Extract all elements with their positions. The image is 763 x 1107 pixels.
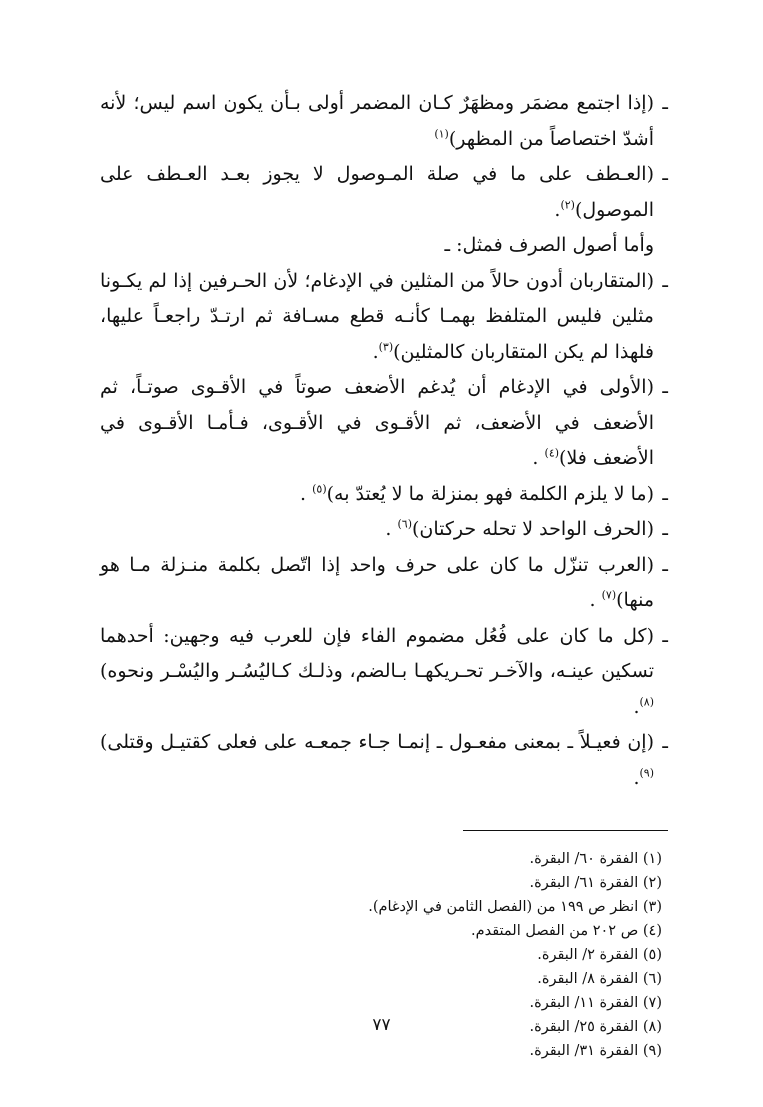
footnote-number: (٢)	[642, 875, 662, 891]
footnote-number: (٨)	[642, 1019, 662, 1035]
paragraph-text: (العرب تنزّل ما كان على حرف واحد إذا اتّصل بكلمة منـزلة مـا هو منها)	[100, 553, 654, 611]
paragraph-text: (إذا اجتمع مضمَر ومظهَرٌ كـان المضمر أولى بـأن يكون اسم ليس؛ لأنه أشدّ اختصاصاً من المظهر)	[100, 92, 654, 150]
paragraph-text: (المتقاربان أدون حالاً من المثلين في الإدغام؛ لأن الحـرفين إذا لم يكـونا مثلين فليس المتلفظ بهمـا كأنـه قطع مسـافة ثم ارتـدّ راجعـاً عليها، فلهذا لم يكن المتقاربان كالمثلين)	[100, 269, 654, 363]
rule-paragraph	[100, 512, 668, 548]
footnote-text: الفقرة ١١/ البقرة.	[529, 995, 639, 1011]
footnote-text: الفقرة ٦٠/ البقرة.	[529, 851, 639, 867]
list-dash: ـ	[662, 376, 668, 398]
list-dash: ـ	[662, 92, 668, 114]
list-dash: ـ	[662, 163, 668, 185]
paragraph-text: (ما لا يلزم الكلمة فهو بمنزلة ما لا يُعتدّ به)	[326, 482, 654, 505]
footnote	[100, 919, 668, 943]
footnote-number: (١)	[642, 851, 662, 867]
footnote-text: الفقرة ٢/ البقرة.	[537, 947, 639, 963]
footnote-ref: (٦)	[397, 517, 412, 531]
paragraph-tail: .	[633, 766, 640, 789]
list-dash: ـ	[662, 553, 668, 576]
footnote-text: انظر ص ١٩٩ من (الفصل الثامن في الإدغام).	[368, 899, 639, 915]
paragraph-tail: .	[300, 482, 313, 505]
footnote-text: الفقرة ٦١/ البقرة.	[529, 875, 639, 891]
paragraph-tail: .	[372, 340, 379, 363]
footnote-text: الفقرة ٢٥/ البقرة.	[529, 1019, 639, 1035]
footnote-ref: (٧)	[601, 588, 617, 602]
footnote-ref: (٥)	[312, 482, 327, 496]
footnote	[100, 967, 668, 991]
footnote-number: (٩)	[642, 1043, 662, 1059]
footnote-number: (٥)	[642, 947, 662, 963]
footnote-text: الفقرة ٨/ البقرة.	[537, 971, 639, 987]
footnote-text: الفقرة ٣١/ البقرة.	[529, 1043, 639, 1059]
footnote	[100, 943, 668, 967]
page-body	[100, 86, 668, 1063]
rule-paragraph	[100, 86, 668, 157]
footnote-ref: (٣)	[378, 340, 394, 354]
paragraph-tail: .	[589, 589, 602, 611]
footnote-ref: (٨)	[639, 695, 654, 709]
main-text	[100, 86, 668, 796]
rule-paragraph	[100, 370, 668, 477]
footnote-ref: (٩)	[639, 766, 654, 780]
paragraph-text: (الأولى في الإدغام أن يُدغم الأضعف صوتاً في الأقـوى صوتـاً، ثم الأضعف في الأضعف، ثم الأقـوى في الأقـوى، فـأمـا الأقـوى في الأضعف فلا)	[100, 376, 654, 469]
footnote	[100, 847, 668, 871]
footnote-divider	[463, 830, 668, 831]
paragraph-text: وأما أصول الصرف فمثل: ـ	[444, 234, 654, 256]
paragraph-tail: .	[554, 198, 561, 221]
footnote-ref: (٤)	[544, 446, 560, 460]
paragraph-tail: .	[532, 447, 545, 469]
footnote-ref: (٢)	[560, 198, 575, 212]
footnote-number: (٧)	[642, 995, 662, 1011]
rule-paragraph	[100, 264, 668, 371]
footnote	[100, 991, 668, 1015]
footnote-ref: (١)	[434, 127, 449, 141]
list-dash: ـ	[662, 269, 668, 292]
footnote-text: ص ٢٠٢ من الفصل المتقدم.	[471, 923, 639, 939]
paragraph-text: (العـطف على ما في صلة المـوصول لا يجوز بعـد العـطف على الموصول)	[100, 163, 654, 221]
footnote	[100, 1039, 668, 1063]
footnote-number: (٣)	[642, 899, 662, 915]
rule-paragraph	[100, 725, 668, 796]
rule-paragraph	[100, 548, 668, 619]
paragraph-text: (إن فعيـلاً ـ بمعنى مفعـول ـ إنمـا جـاء جمعـه على فعلى كقتيـل وقتلى)	[100, 731, 654, 753]
paragraph-text: (الحرف الواحد لا تحله حركتان)	[412, 518, 654, 540]
footnote-number: (٤)	[642, 923, 662, 939]
paragraph-text: (كل ما كان على فُعُل مضموم الفاء فإن للعرب فيه وجهين: أحدهما تسكين عينـه، والآخـر تحـريكهـا بـالضم، وذلـك كـاليُسُـر واليُسْـر ونحوه)	[100, 624, 654, 682]
footnote	[100, 871, 668, 895]
section-intro	[100, 228, 668, 264]
paragraph-tail: .	[385, 518, 398, 540]
footnote-number: (٦)	[642, 971, 662, 987]
footnote	[100, 895, 668, 919]
paragraph-tail: .	[633, 695, 640, 718]
page-number: ٧٧	[372, 1015, 391, 1035]
rule-paragraph	[100, 619, 668, 726]
list-dash: ـ	[662, 624, 668, 647]
list-dash: ـ	[662, 482, 668, 505]
list-dash: ـ	[662, 731, 668, 753]
rule-paragraph	[100, 157, 668, 228]
rule-paragraph	[100, 477, 668, 513]
list-dash: ـ	[662, 518, 668, 540]
